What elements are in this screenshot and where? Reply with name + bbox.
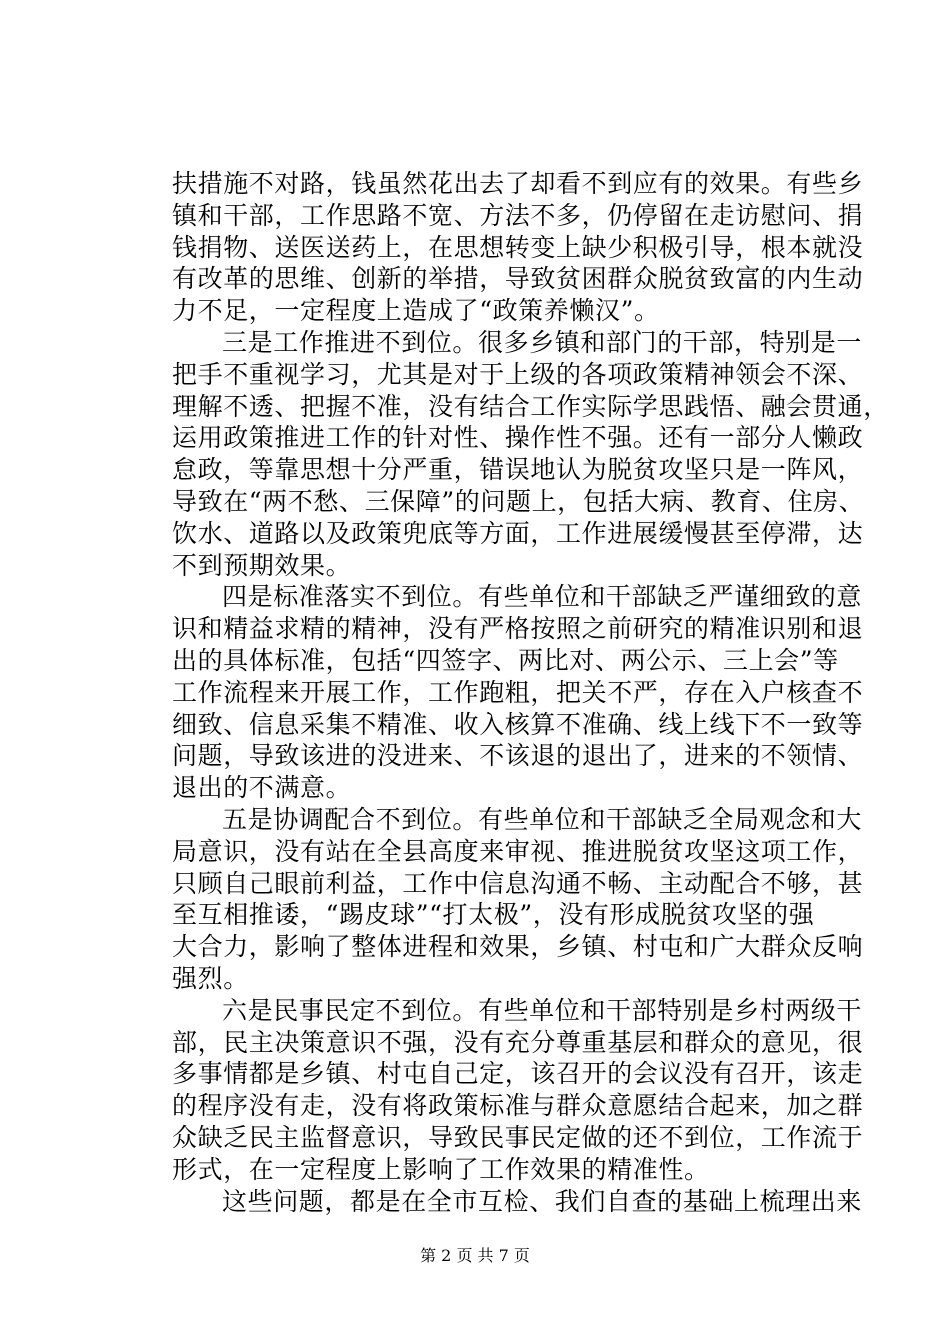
text-line: 力不足，一定程度上造成了“政策养懒汉”。: [172, 296, 660, 326]
text-line: 只顾自己眼前利益，工作中信息沟通不畅、主动配合不够，甚: [172, 868, 864, 898]
document-body: [172, 168, 889, 1217]
paragraph: [172, 804, 864, 995]
text-line: 细致、信息采集不精准、收入核算不准确、线上线下不一致等: [172, 709, 864, 739]
text-line: 局意识，没有站在全县高度来审视、推进脱贫攻坚这项工作，: [172, 836, 864, 866]
text-line: 扶措施不对路，钱虽然花出去了却看不到应有的效果。有些乡: [172, 169, 864, 198]
text-line: 有改革的思维、创新的举措，导致贫困群众脱贫致富的内生动: [172, 264, 864, 294]
paragraph: [172, 1186, 863, 1218]
text-line: 大合力，影响了整体进程和效果，乡镇、村屯和广大群众反响: [172, 932, 864, 962]
text-line: 四是标准落实不到位。有些单位和干部缺乏严谨细致的意: [222, 582, 863, 612]
text-line: 至互相推诿，“踢皮球”“打太极”，没有形成脱贫攻坚的强: [172, 900, 815, 930]
text-line: 把手不重视学习，尤其是对于上级的各项政策精神领会不深、: [172, 359, 864, 389]
paragraph: [172, 581, 864, 804]
text-line: 导致在“两不愁、三保障”的问题上，包括大病、教育、住房、: [172, 486, 865, 516]
text-line: 形式，在一定程度上影响了工作效果的精准性。: [172, 1154, 710, 1184]
text-line: 出的具体标准，包括“四签字、两比对、两公示、三上会”等: [172, 645, 839, 675]
paragraph: [172, 327, 889, 581]
text-line: 众缺乏民主监督意识，导致民事民定做的还不到位，工作流于: [172, 1122, 864, 1152]
paragraph: [172, 168, 864, 327]
text-line: 六是民事民定不到位。有些单位和干部特别是乡村两级干: [222, 995, 863, 1025]
text-line: 运用政策推进工作的针对性、操作性不强。还有一部分人懒政: [172, 423, 864, 453]
text-line: 退出的不满意。: [172, 773, 352, 803]
text-line: 部，民主决策意识不强，没有充分尊重基层和群众的意见，很: [172, 1027, 864, 1057]
text-line: 镇和干部，工作思路不宽、方法不多，仍停留在走访慰问、捐: [172, 200, 864, 230]
text-line: 强烈。: [172, 963, 249, 993]
text-line: 理解不透、把握不准，没有结合工作实际学思践悟、融会贯通，: [172, 391, 889, 421]
text-line: 钱捐物、送医送药上，在思想转变上缺少积极引导，根本就没: [172, 232, 864, 262]
text-line: 三是工作推进不到位。很多乡镇和部门的干部，特别是一: [222, 327, 863, 357]
text-line: 问题，导致该进的没进来、不该退的退出了，进来的不领情、: [172, 741, 864, 771]
text-line: 识和精益求精的精神，没有严格按照之前研究的精准识别和退: [172, 614, 864, 644]
paragraph: [172, 995, 864, 1186]
text-line: 五是协调配合不到位。有些单位和干部缺乏全局观念和大: [222, 804, 863, 834]
text-line: 不到预期效果。: [172, 550, 352, 580]
text-line: 这些问题，都是在全市互检、我们自查的基础上梳理出来: [222, 1186, 863, 1216]
page-footer: 第 2 页 共 7 页: [420, 1246, 530, 1265]
text-line: 怠政，等靠思想十分严重，错误地认为脱贫攻坚只是一阵风，: [172, 455, 864, 485]
text-line: 的程序没有走，没有将政策标准与群众意愿结合起来，加之群: [172, 1091, 864, 1121]
text-line: 饮水、道路以及政策兜底等方面，工作进展缓慢甚至停滞，达: [172, 518, 864, 548]
text-line: 多事情都是乡镇、村屯自己定，该召开的会议没有召开，该走: [172, 1059, 864, 1089]
text-line: 工作流程来开展工作，工作跑粗，把关不严，存在入户核查不: [172, 677, 864, 707]
